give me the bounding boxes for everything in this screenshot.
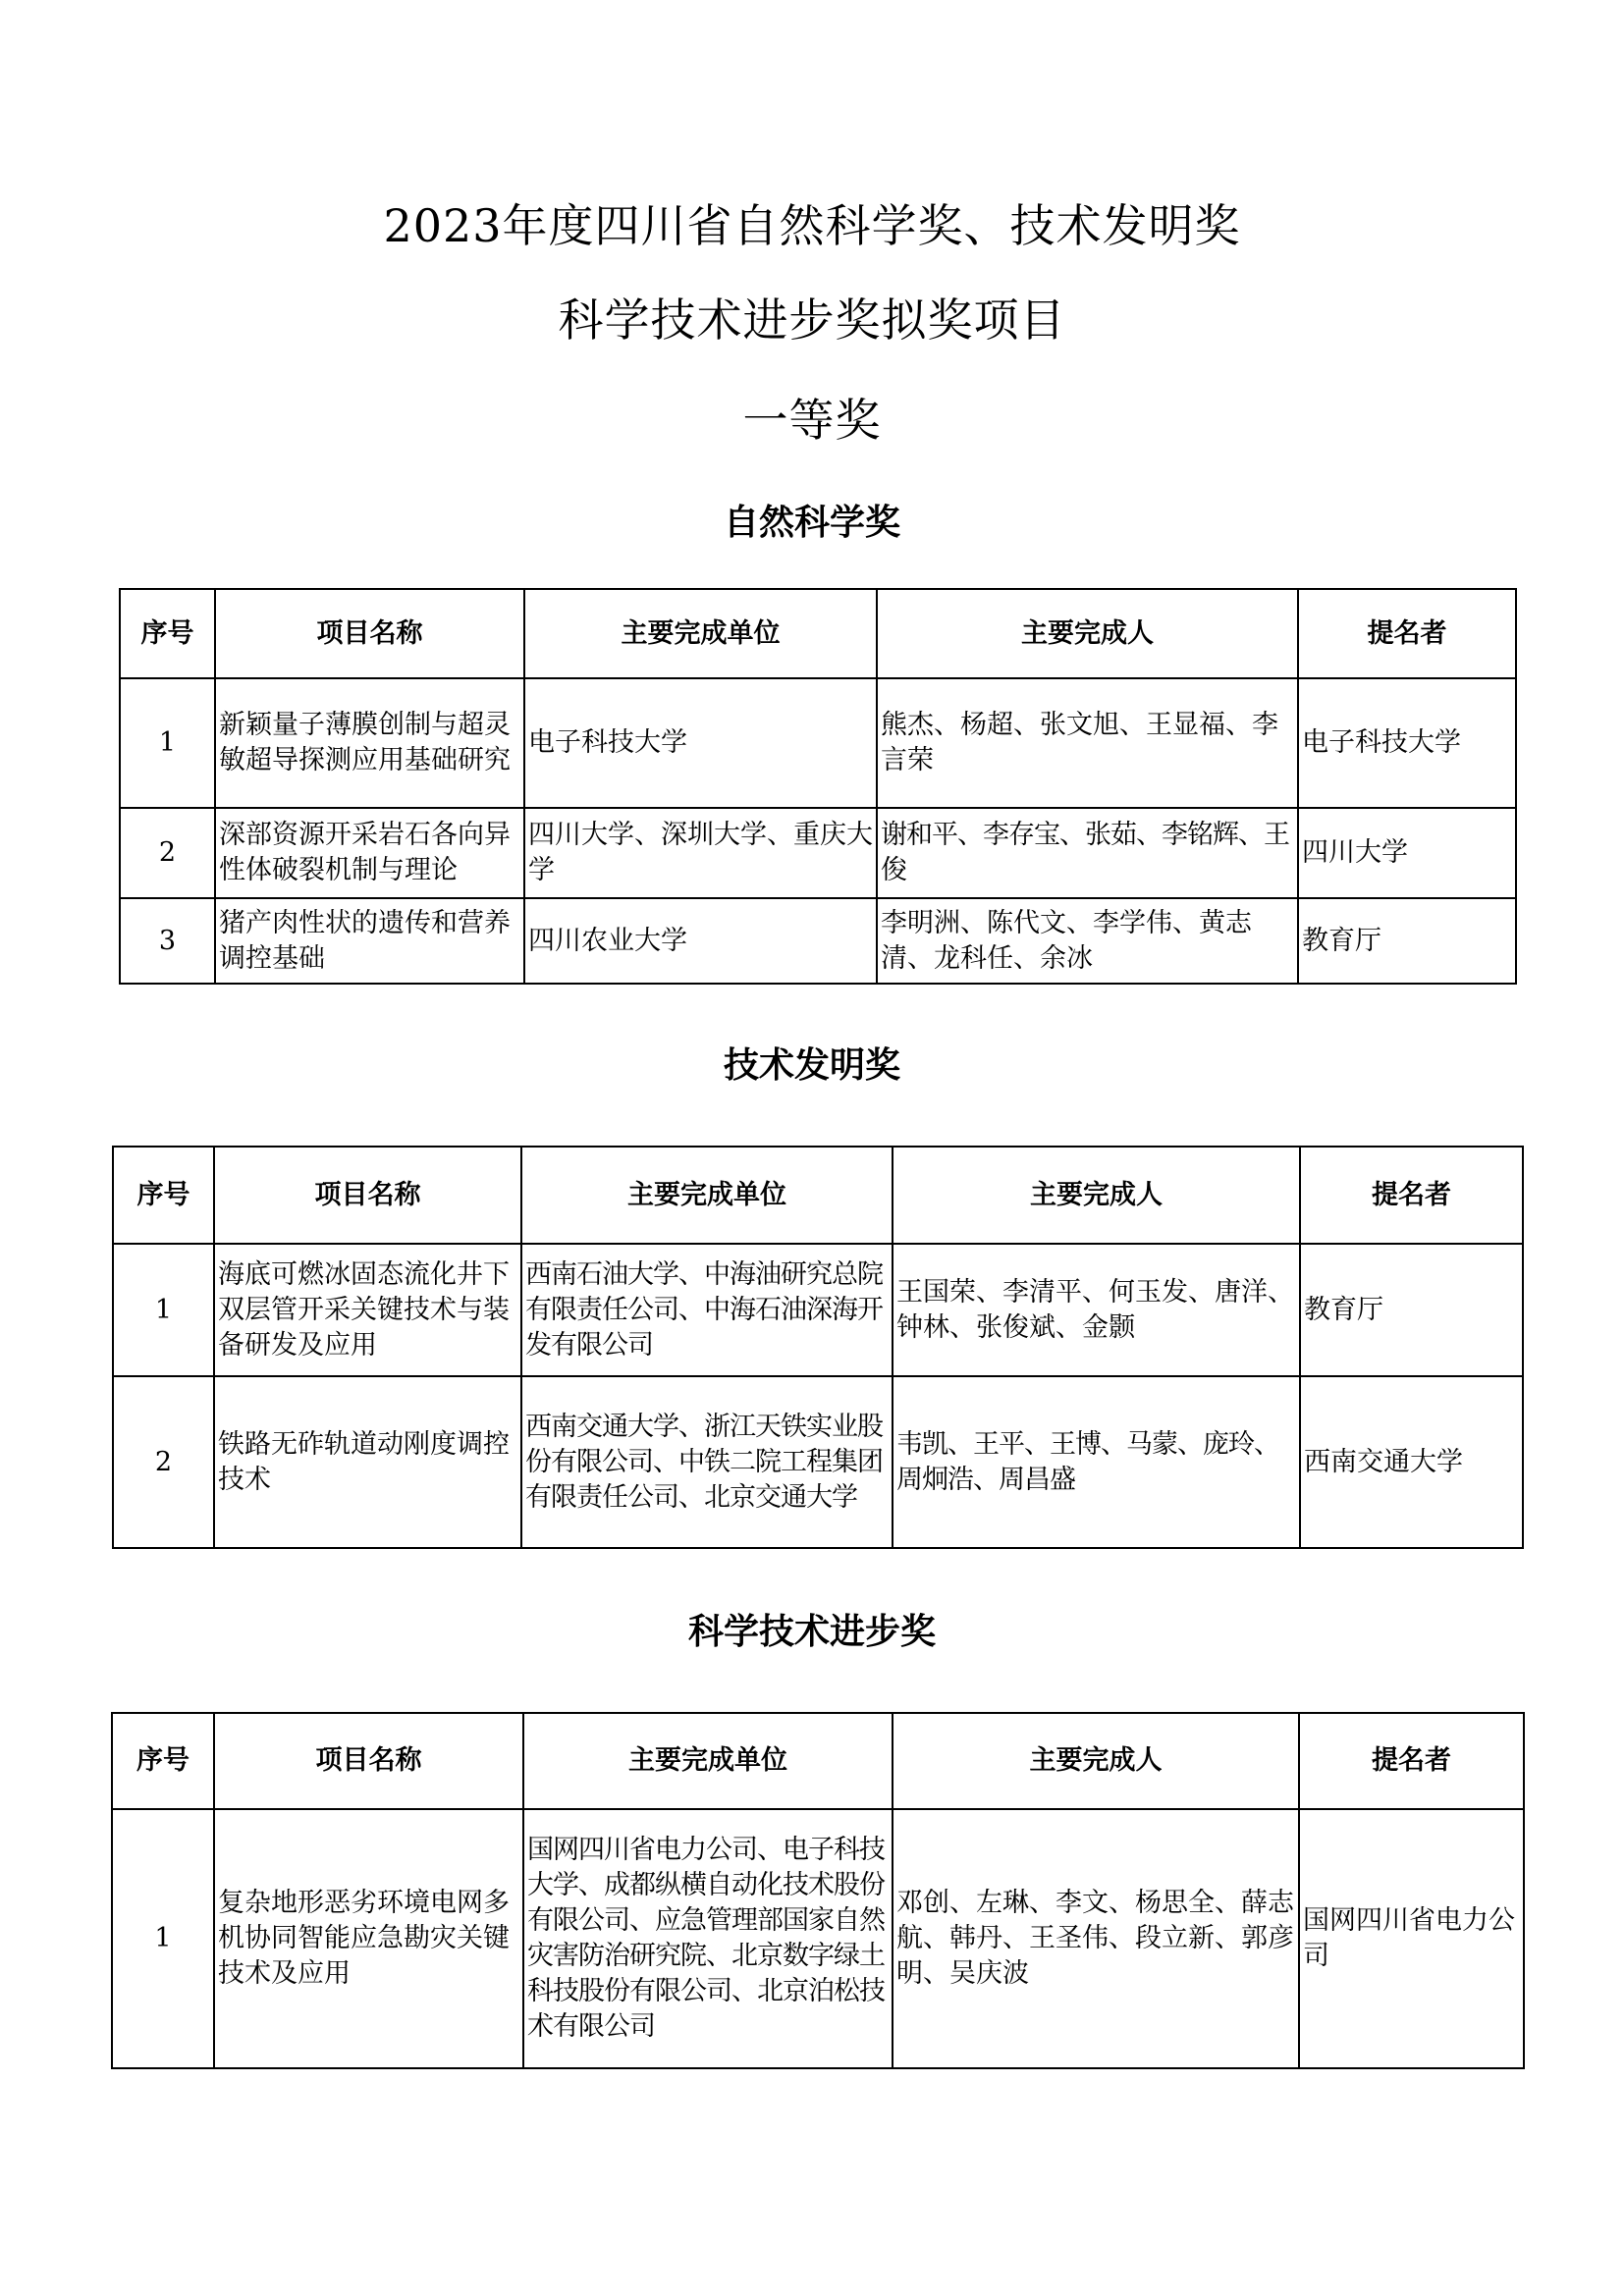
table-row — [112, 1809, 1524, 2068]
row-project: 铁路无砟轨道动刚度调控技术 — [214, 1376, 521, 1548]
row-units: 四川大学、深圳大学、重庆大学 — [524, 808, 877, 898]
row-no: 2 — [120, 808, 215, 898]
column-header-units: 主要完成单位 — [523, 1713, 893, 1809]
row-nominator: 四川大学 — [1298, 808, 1516, 898]
column-header-nominator: 提名者 — [1299, 1713, 1524, 1809]
table-header-row — [113, 1147, 1523, 1244]
row-no: 1 — [112, 1809, 214, 2068]
table-row — [120, 898, 1516, 984]
natural-science-table — [119, 588, 1517, 985]
row-persons: 韦凯、王平、王博、马蒙、庞玲、周炯浩、周昌盛 — [893, 1376, 1300, 1548]
row-units: 国网四川省电力公司、电子科技大学、成都纵横自动化技术股份有限公司、应急管理部国家自然灾害防治研究院、北京数字绿土科技股份有限公司、北京泊松技术有限公司 — [523, 1809, 893, 2068]
section-title-technical-invention: 技术发明奖 — [723, 1044, 900, 1086]
table-header-row — [120, 589, 1516, 678]
row-persons: 李明洲、陈代文、李学伟、黄志清、龙科任、余冰 — [877, 898, 1298, 984]
section-title-natural-science: 自然科学奖 — [723, 502, 900, 543]
row-persons: 邓创、左琳、李文、杨思全、薛志航、韩丹、王圣伟、段立新、郭彦明、吴庆波 — [893, 1809, 1299, 2068]
document-title-line1: 2023年度四川省自然科学奖、技术发明奖 — [383, 199, 1241, 252]
table-row — [113, 1244, 1523, 1376]
row-units: 电子科技大学 — [524, 678, 877, 808]
row-persons: 王国荣、李清平、何玉发、唐洋、钟林、张俊斌、金颢 — [893, 1244, 1300, 1376]
row-project: 海底可燃冰固态流化井下双层管开采关键技术与装备研发及应用 — [214, 1244, 521, 1376]
row-nominator: 西南交通大学 — [1300, 1376, 1523, 1548]
row-units: 西南交通大学、浙江天铁实业股份有限公司、中铁二院工程集团有限责任公司、北京交通大学 — [521, 1376, 893, 1548]
table-header-row — [112, 1713, 1524, 1809]
column-header-units: 主要完成单位 — [521, 1147, 893, 1244]
column-header-nominator: 提名者 — [1298, 589, 1516, 678]
column-header-units: 主要完成单位 — [524, 589, 877, 678]
column-header-persons: 主要完成人 — [893, 1713, 1299, 1809]
row-project: 深部资源开采岩石各向异性体破裂机制与理论 — [215, 808, 524, 898]
column-header-no: 序号 — [113, 1147, 214, 1244]
technical-invention-table — [112, 1146, 1524, 1549]
row-nominator: 教育厅 — [1298, 898, 1516, 984]
column-header-persons: 主要完成人 — [893, 1147, 1300, 1244]
row-nominator: 电子科技大学 — [1298, 678, 1516, 808]
document-title-line2: 科学技术进步奖拟奖项目 — [558, 294, 1066, 347]
row-no: 3 — [120, 898, 215, 984]
column-header-persons: 主要完成人 — [877, 589, 1298, 678]
row-nominator: 国网四川省电力公司 — [1299, 1809, 1524, 2068]
column-header-project: 项目名称 — [215, 589, 524, 678]
column-header-no: 序号 — [120, 589, 215, 678]
table-row — [113, 1376, 1523, 1548]
column-header-project: 项目名称 — [214, 1147, 521, 1244]
row-no: 1 — [113, 1244, 214, 1376]
row-units: 西南石油大学、中海油研究总院有限责任公司、中海石油深海开发有限公司 — [521, 1244, 893, 1376]
row-persons: 熊杰、杨超、张文旭、王显福、李言荣 — [877, 678, 1298, 808]
column-header-no: 序号 — [112, 1713, 214, 1809]
section-title-sci-tech-progress: 科学技术进步奖 — [687, 1611, 936, 1652]
row-no: 2 — [113, 1376, 214, 1548]
row-no: 1 — [120, 678, 215, 808]
column-header-project: 项目名称 — [214, 1713, 523, 1809]
award-grade-title: 一等奖 — [742, 394, 882, 447]
row-project: 新颖量子薄膜创制与超灵敏超导探测应用基础研究 — [215, 678, 524, 808]
table-row — [120, 678, 1516, 808]
column-header-nominator: 提名者 — [1300, 1147, 1523, 1244]
row-persons: 谢和平、李存宝、张茹、李铭辉、王俊 — [877, 808, 1298, 898]
row-project: 复杂地形恶劣环境电网多机协同智能应急勘灾关键技术及应用 — [214, 1809, 523, 2068]
row-units: 四川农业大学 — [524, 898, 877, 984]
row-nominator: 教育厅 — [1300, 1244, 1523, 1376]
sci-tech-progress-table — [111, 1712, 1525, 2069]
table-row — [120, 808, 1516, 898]
row-project: 猪产肉性状的遗传和营养调控基础 — [215, 898, 524, 984]
